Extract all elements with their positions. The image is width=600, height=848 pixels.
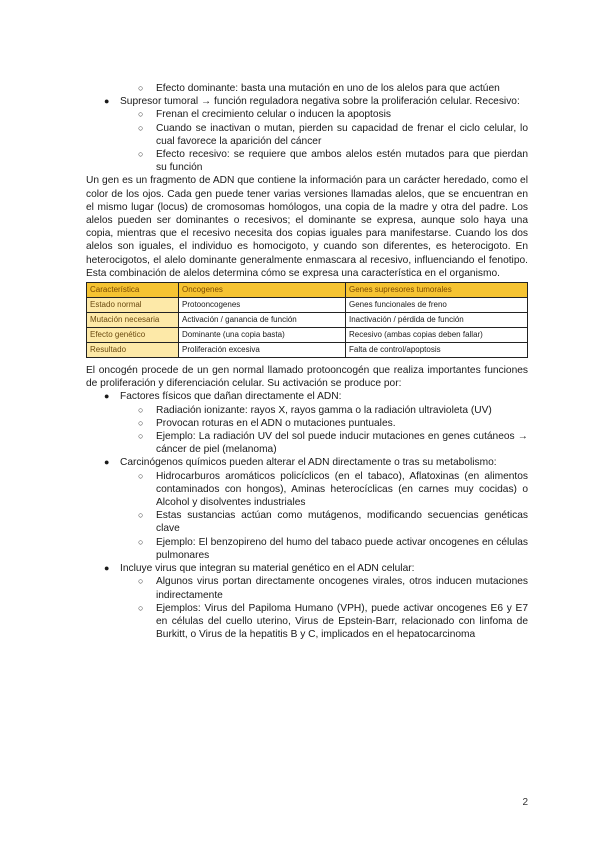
circle-bullet-icon: ○ [138,431,144,442]
table-header-row [87,283,528,298]
circle-bullet-icon: ○ [138,602,144,613]
table-row [87,313,528,328]
circle-bullet-icon: ○ [138,510,144,521]
list-item: ○ Algunos virus portan directamente oncogenes virales, otros inducen mutaciones indirectamente [138,576,528,601]
table-cell: Falta de control/apoptosis [346,343,528,358]
table-cell: Estado normal [87,298,179,313]
list-item: ○ Efecto dominante: basta una mutación en uno de los alelos para que actúen [138,83,500,94]
comparison-table [86,282,528,358]
table-row [87,328,528,343]
list-item: ○ Estas sustancias actúan como mutágenos, modificando secuencias genéticas clave [138,510,528,535]
bottom-list [86,390,528,641]
table-cell: Protooncogenes [179,298,346,313]
table-cell: Mutación necesaria [87,313,179,328]
circle-bullet-icon: ○ [138,404,144,415]
document-page [86,82,528,641]
list-item: ○ Radiación ionizante: rayos X, rayos gamma o la radiación ultravioleta (UV) [138,404,492,416]
list-item: ○ Provocan roturas en el ADN o mutaciones puntuales. [138,417,396,429]
list-item: ○ Ejemplos: Virus del Papiloma Humano (VPH), puede activar oncogenes E6 y E7 en células del cuello uterino, Virus de Epstein-Barr, relacionado con linfoma de Burkitt, o Virus de la hepatitis B y C, implicados en el hepatocarcinoma [138,602,528,641]
circle-bullet-icon: ○ [138,417,144,428]
list-item: ● Factores físicos que dañan directamente el ADN: [104,391,342,403]
disc-bullet-icon: ● [104,457,110,468]
table-header-cell: Genes supresores tumorales [346,283,528,298]
disc-bullet-icon: ● [104,391,110,402]
list-item: ● Incluye virus que integran su material genético en el ADN celular: [104,563,415,575]
table-cell: Activación / ganancia de función [179,313,346,328]
circle-bullet-icon: ○ [138,122,144,133]
table-header-cell: Oncogenes [179,283,346,298]
table-row [87,298,528,313]
circle-bullet-icon: ○ [138,470,144,481]
circle-bullet-icon: ○ [138,83,144,93]
table-cell: Efecto genético [87,328,179,343]
table-row [87,343,528,358]
list-item: ○ Hidrocarburos aromáticos policíclicos (en el tabaco), Aflatoxinas (en alimentos contaminados con hongos), Aminas heterocíclicas (en carnes muy cocidas) o Alcohol y disolventes industriales [138,470,528,509]
circle-bullet-icon: ○ [138,576,144,587]
list-item: ○ Cuando se inactivan o mutan, pierden su capacidad de frenar el ciclo celular, lo cual favorece la aparición del cáncer [138,122,528,147]
circle-bullet-icon: ○ [138,536,144,547]
table-cell: Resultado [87,343,179,358]
table-cell: Inactivación / pérdida de función [346,313,528,328]
circle-bullet-icon: ○ [138,149,144,160]
table-cell: Recesivo (ambas copias deben fallar) [346,328,528,343]
list-item: ○ Ejemplo: La radiación UV del sol puede inducir mutaciones en genes cutáneos → cáncer de piel (melanoma) [138,431,528,456]
disc-bullet-icon: ● [104,96,110,107]
list-item: ○ Ejemplo: El benzopireno del humo del tabaco puede activar oncogenes en células pulmonares [138,536,528,561]
list-item: ● Supresor tumoral → función reguladora negativa sobre la proliferación celular. Recesivo: [104,96,520,108]
circle-bullet-icon: ○ [138,109,144,120]
list-item: ○ Frenan el crecimiento celular o inducen la apoptosis [138,109,392,121]
list-item: ○ Efecto recesivo: se requiere que ambos alelos estén mutados para que pierdan su función [138,149,528,174]
table-cell: Dominante (una copia basta) [179,328,346,343]
table-cell: Genes funcionales de freno [346,298,528,313]
top-list [86,82,528,174]
table-cell: Proliferación excesiva [179,343,346,358]
table-header-cell: Característica [87,283,179,298]
list-item: ● Carcinógenos químicos pueden alterar el ADN directamente o tras su metabolismo: [104,457,497,469]
disc-bullet-icon: ● [104,563,110,574]
page-number: 2 [522,797,528,808]
gene-paragraph: Un gen es un fragmento de ADN que contiene la información para un carácter heredado, como el color de los ojos. Cada gen puede tener varias versiones llamadas alelos, que se encuentran en el mismo lugar (locus) de cromosomas homólogos, una copia de la madre y otra del padre. Los alelos pueden ser dominantes o recesivos; el dominante se expresa, aunque solo haya una copia, mientras que el recesivo necesita dos copias iguales para manifestarse. Cuando los dos alelos son iguales, el individuo es homocigoto, y cuando son diferentes, es heterocigoto. En heterocigotos, el alelo dominante generalmente enmascara al recesivo, influenciando el fenotipo. Esta combinación de alelos determina cómo se expresa una característica en el organismo. [86,175,528,279]
oncogen-paragraph: El oncogén procede de un gen normal llamado protooncogén que realiza importantes funciones de proliferación y diferenciación celular. Su activación se produce por: [86,365,528,390]
